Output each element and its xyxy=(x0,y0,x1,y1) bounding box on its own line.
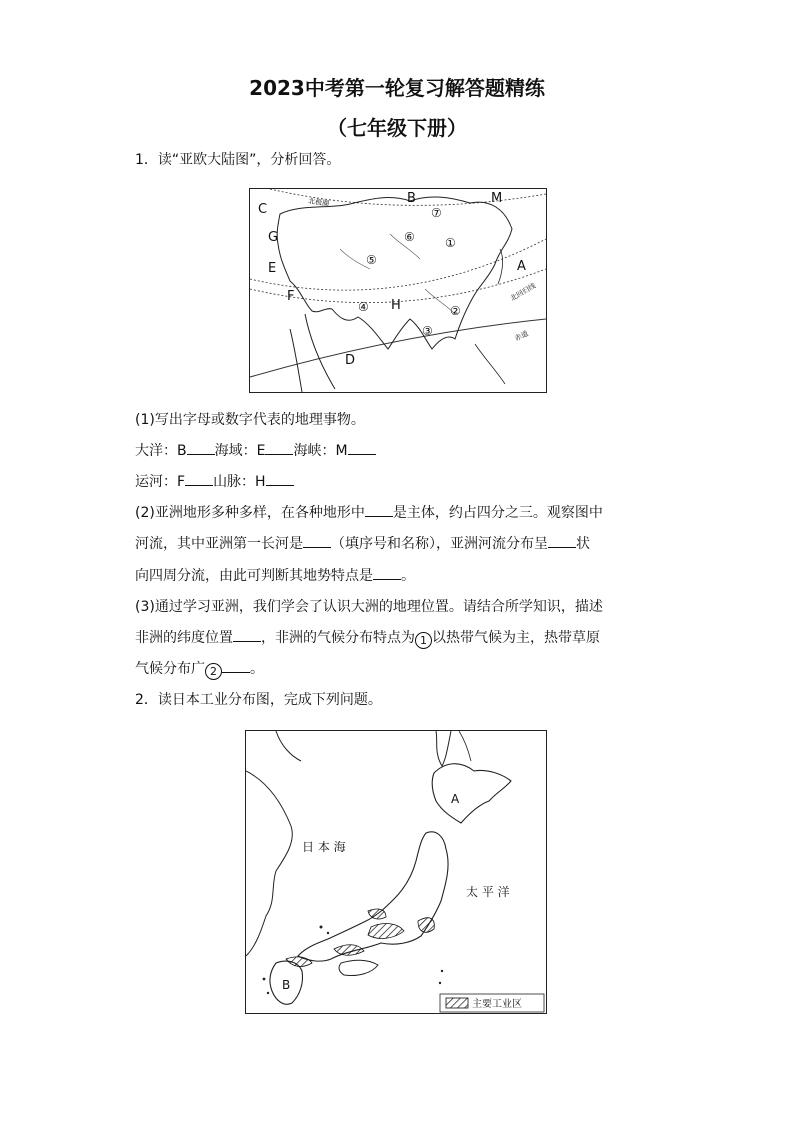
legend-swatch xyxy=(446,998,468,1008)
answer-blank[interactable] xyxy=(548,535,576,548)
text-segment: 是主体，约占四分之三。观察图中 xyxy=(392,505,603,521)
map-number-2: ② xyxy=(450,304,461,318)
map-label-a: A xyxy=(517,259,526,274)
text-segment: 气候分布广 xyxy=(135,661,205,677)
map-label-c: C xyxy=(258,202,268,217)
map-label-m: M xyxy=(491,191,503,206)
q1-sub2-line1 xyxy=(135,503,603,523)
question-2-stem: 2．读日本工业分布图，完成下列问题。 xyxy=(135,692,382,708)
q1-sub3-line3 xyxy=(135,659,264,680)
map-label-a: A xyxy=(451,792,460,806)
text-segment: 以热带气候为主，热带草原 xyxy=(432,630,600,646)
map-number-7: ⑦ xyxy=(431,206,442,220)
map-label-b: B xyxy=(407,191,416,206)
text-segment: 。 xyxy=(250,661,264,677)
text-segment: 。 xyxy=(401,568,415,584)
map-number-1: ① xyxy=(445,236,456,250)
answer-blank[interactable] xyxy=(222,660,250,673)
map-number-4: ④ xyxy=(358,300,369,314)
sea-label: 海域：E xyxy=(214,443,266,459)
q1-sub1: (1)写出字母或数字代表的地理事物。 xyxy=(135,412,365,428)
q1-sub2-line2 xyxy=(135,534,590,554)
map-line-label-arctic: 北极圈 xyxy=(307,197,330,208)
map-number-6: ⑥ xyxy=(404,230,415,244)
circled-number-2: 2 xyxy=(205,663,222,680)
map-line-label-equator: 赤道 xyxy=(513,329,530,343)
q1-sub3-line2 xyxy=(135,628,600,649)
legend-label: 主要工业区 xyxy=(472,999,522,1010)
q1-answer-row-2 xyxy=(135,472,294,492)
q1-sub3-line1: (3)通过学习亚洲，我们学会了认识大洲的地理位置。请结合所学知识，描述 xyxy=(135,599,603,615)
mountain-label: 山脉：H xyxy=(213,474,266,490)
q1-answer-row-1 xyxy=(135,441,376,461)
text-segment: ，非洲的气候分布特点为 xyxy=(261,630,415,646)
text-segment: 状 xyxy=(576,536,590,552)
answer-blank[interactable] xyxy=(185,473,213,486)
pacific-ocean-label: 太 平 洋 xyxy=(466,885,510,899)
answer-blank[interactable] xyxy=(187,442,215,455)
strait-label: 海峡：M xyxy=(293,443,348,459)
arctic-circle-line xyxy=(250,239,546,290)
japan-industry-map xyxy=(245,730,547,1014)
text-segment: 非洲的纬度位置 xyxy=(135,630,233,646)
answer-blank[interactable] xyxy=(365,504,393,517)
page-title: 2023中考第一轮复习解答题精练 xyxy=(249,76,545,100)
answer-blank[interactable] xyxy=(233,629,261,642)
map-label-d: D xyxy=(345,353,356,368)
map-number-5: ⑤ xyxy=(366,253,377,267)
map-label-b: B xyxy=(282,978,291,992)
answer-blank[interactable] xyxy=(266,473,294,486)
ocean-label: 大洋：B xyxy=(135,443,187,459)
answer-blank[interactable] xyxy=(373,567,401,580)
map-line-label-tropic: 北回归线 xyxy=(509,281,538,303)
answer-blank[interactable] xyxy=(348,442,376,455)
eurasia-map xyxy=(249,188,547,393)
map-number-3: ③ xyxy=(422,324,433,338)
canal-label: 运河：F xyxy=(135,474,186,490)
q1-sub2-line3 xyxy=(135,566,415,586)
map-label-h: H xyxy=(391,298,401,313)
text-segment: 向四周分流，由此可判断其地势特点是 xyxy=(135,568,373,584)
text-segment: (2)亚洲地形多种多样，在各种地形中 xyxy=(135,505,365,521)
circled-number-1: 1 xyxy=(415,632,432,649)
map-label-f: F xyxy=(287,289,295,304)
page-subtitle: （七年级下册） xyxy=(327,116,467,140)
sea-of-japan-label: 日 本 海 xyxy=(302,840,346,854)
text-segment: 河流，其中亚洲第一长河是 xyxy=(135,536,303,552)
map-label-e: E xyxy=(268,261,277,276)
text-segment: （填序号和名称），亚洲河流分布呈 xyxy=(331,536,548,552)
question-1-stem: 1．读“亚欧大陆图”，分析回答。 xyxy=(135,152,341,168)
map-label-g: G xyxy=(268,230,279,245)
answer-blank[interactable] xyxy=(303,535,331,548)
answer-blank[interactable] xyxy=(265,442,293,455)
